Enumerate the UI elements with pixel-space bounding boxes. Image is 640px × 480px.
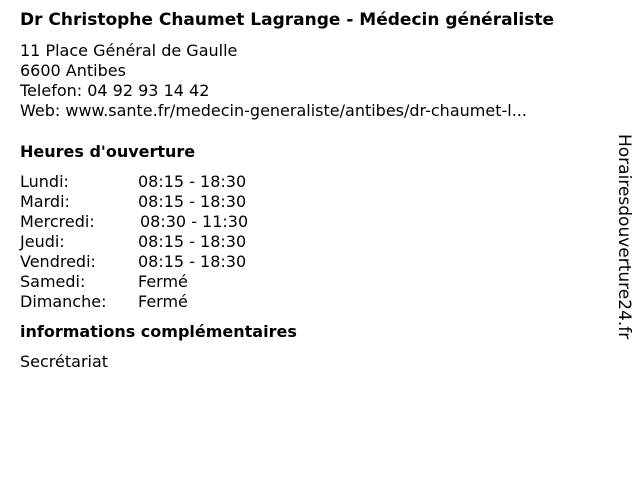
address-street: 11 Place Général de Gaulle: [20, 41, 238, 60]
hours-time-friday: 08:15 - 18:30: [138, 252, 247, 271]
opening-hours-heading: Heures d'ouverture: [20, 142, 196, 161]
hours-time-saturday: Fermé: [138, 272, 188, 291]
hours-day-monday: Lundi:: [20, 172, 69, 191]
hours-day-saturday: Samedi:: [20, 272, 86, 291]
hours-row: [20, 292, 610, 312]
hours-row: [20, 192, 610, 212]
hours-time-sunday: Fermé: [138, 292, 188, 311]
hours-time-tuesday: 08:15 - 18:30: [138, 192, 247, 211]
page-title: Dr Christophe Chaumet Lagrange - Médecin généraliste: [20, 10, 554, 30]
address-block: [20, 41, 610, 121]
website-link[interactable]: Web: www.sante.fr/medecin-generaliste/antibes/dr-chaumet-l...: [20, 101, 527, 120]
hours-time-wednesday: 08:30 - 11:30: [140, 212, 249, 231]
address-city: 6600 Antibes: [20, 61, 126, 80]
hours-day-friday: Vendredi:: [20, 252, 96, 271]
additional-info-text: Secrétariat: [20, 352, 109, 371]
additional-info-heading: informations complémentaires: [20, 322, 297, 341]
phone-number[interactable]: Telefon: 04 92 93 14 42: [20, 81, 210, 100]
listing-content: [20, 10, 610, 372]
hours-day-thursday: Jeudi:: [20, 232, 65, 251]
hours-time-monday: 08:15 - 18:30: [138, 172, 247, 191]
hours-row: [20, 232, 610, 252]
hours-day-sunday: Dimanche:: [20, 292, 107, 311]
hours-row: [20, 212, 610, 232]
hours-day-wednesday: Mercredi:: [20, 212, 95, 231]
hours-time-thursday: 08:15 - 18:30: [138, 232, 247, 251]
site-brand-vertical: Horairesdouverture24.fr: [614, 134, 634, 340]
hours-day-tuesday: Mardi:: [20, 192, 70, 211]
opening-hours-table: [20, 172, 610, 312]
hours-row: [20, 272, 610, 292]
hours-row: [20, 252, 610, 272]
hours-row: [20, 172, 610, 192]
